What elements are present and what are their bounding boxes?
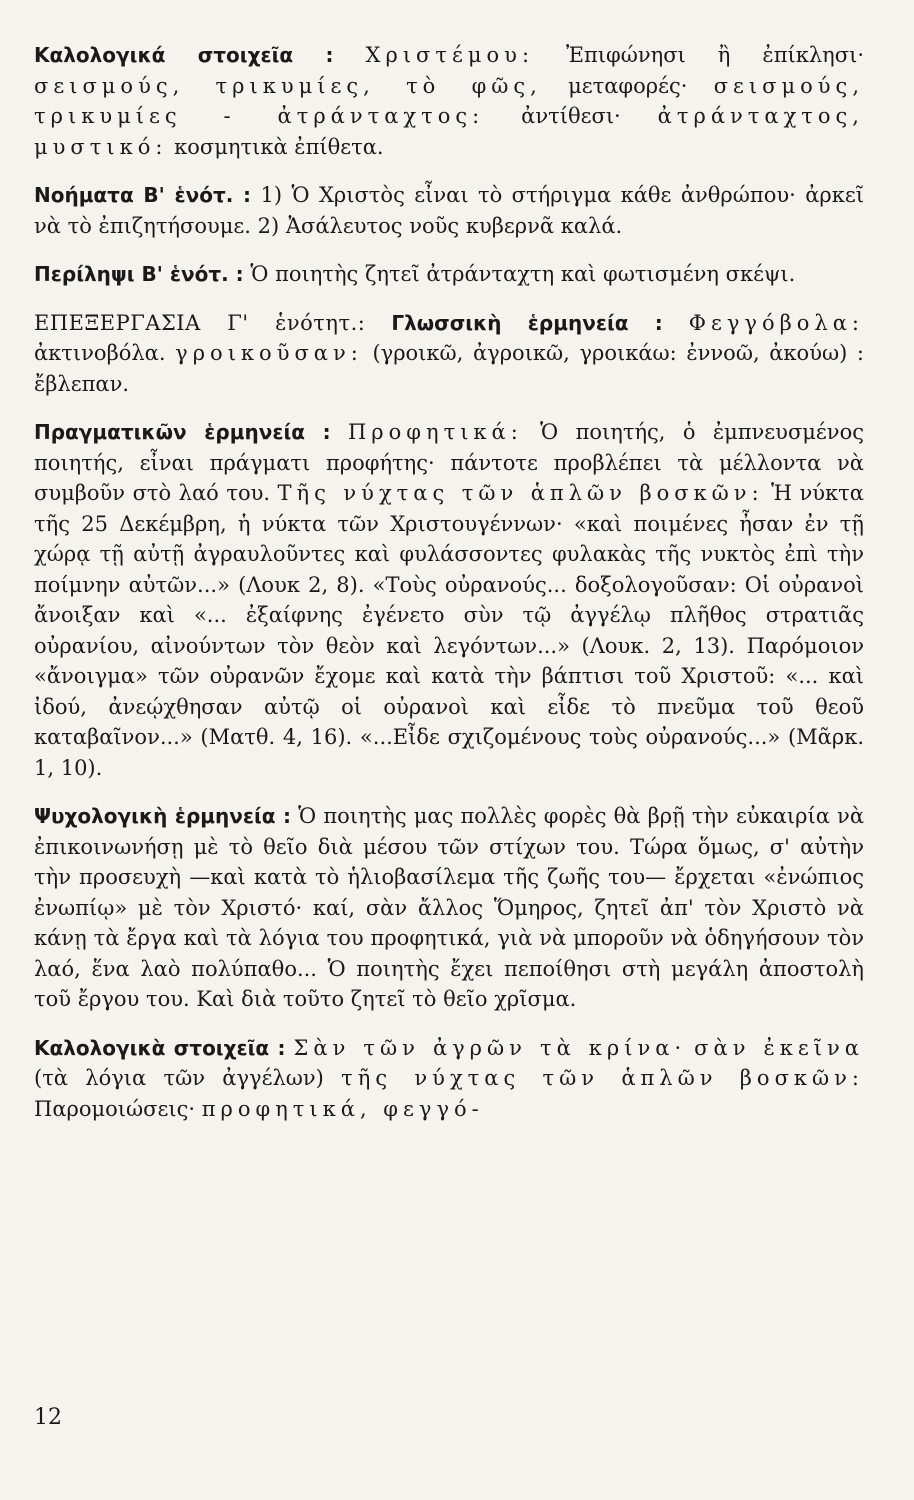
section-heading: Καλολογικὰ στοιχεῖα : xyxy=(34,1035,286,1060)
paragraph-body: Ὁ ποιητὴς μας πολλὲς φορὲς θὰ βρῇ τὴν εὐκαιρία νὰ ἐπικοινωνήσῃ μὲ τὸ θεῖο διὰ μέσου τῶν στίχων του. Τώρα ὅμως, σ' αὐτὴν τὴν προσευχὴ —καὶ κατὰ τὸ ἡλιοβασίλεμα τῆς ζωῆς του— ἔρχεται «ἐνώπιος ἐνωπίῳ» μὲ τὸν Χριστό· καί, σὰν ἄλλος Ὅμηρος, ζητεῖ ἀπ' τὸν Χριστὸ νὰ κάνῃ τὰ ἔργα καὶ τὰ λόγια του προφητικά, γιὰ νὰ μποροῦν νὰ ὁδηγήσουν τὸν λαό, ἕνα λαὸ πολύπαθο... Ὁ ποιητὴς ἔχει πεποίθησι στὴ μεγάλη ἀποστολὴ τοῦ ἔργου του. Καὶ διὰ τοῦτο ζητεῖ τὸ θεῖο χρῖσμα. xyxy=(34,804,864,1011)
paragraph-body: 1) Ὁ Χριστὸς εἶναι τὸ στήριγμα κάθε ἀνθρώπου· ἀρκεῖ νὰ τὸ ἐπιζητήσουμε. 2) Ἀσάλευτος νοῦς κυβερνᾶ καλά. xyxy=(34,183,864,238)
section-heading: Ψυχολογικὴ ἑρμηνεία : xyxy=(34,804,291,828)
paragraph-aesthetic-elements xyxy=(34,40,864,162)
paragraph-language xyxy=(34,308,864,400)
annotation: μεταφορές· xyxy=(568,73,688,98)
section-heading: Καλολογικά στοιχεῖα : xyxy=(34,43,334,67)
quoted-words: σεισμούς, τρικυμίες, τὸ φῶς, xyxy=(34,73,542,98)
section-heading: Περίληψι Β' ἑνότ. : xyxy=(34,262,244,286)
annotation: Ἐπιφώνησι ἢ ἐπίκλησι· xyxy=(566,43,864,67)
annotation: Ὁ ποιητής, ὁ ἐμπνευσμένος ποιητής, εἶναι πράγματι προφήτης· πάντοτε προβλέπει τὰ μέλλοντα νὰ συμβοῦν στὸ λαό του. xyxy=(34,420,864,505)
section-lead: ΕΠΕΞΕΡΓΑΣΙΑ Γ' ἑνότητ.: xyxy=(34,310,366,335)
quoted-words: Προφητικά: xyxy=(347,420,523,444)
annotation: κοσμητικὰ ἐπίθετα. xyxy=(174,134,384,159)
paragraph-aesthetic-elements-2 xyxy=(34,1033,864,1125)
quoted-words: Τῆς νύχτας τῶν ἁπλῶν βοσκῶν: xyxy=(277,481,764,505)
quoted-words: σεισμούς, τρικυμίες - ἀτράνταχτος: xyxy=(34,73,864,128)
paragraph-factual xyxy=(34,417,864,783)
section-heading: Νοήματα Β' ἑνότ. : xyxy=(34,183,252,207)
annotation: ἀντίθεσι· xyxy=(521,104,621,128)
page-text xyxy=(34,40,864,1142)
annotation: Ἡ νύκτα τῆς 25 Δεκέμβρη, ἡ νύκτα τῶν Χριστουγέννων· «καὶ ποιμένες ἦσαν ἐν τῇ χώρᾳ τῇ αὐτῇ ἀγραυλοῦντες καὶ φυλάσσοντες φυλακὰς τῆς νυκτὸς ἐπὶ τὴν ποίμνην αὐτῶν...» (Λουκ 2, 8). «Τοὺς οὐρανούς... δοξολογοῦσαν: Οἱ οὐρανοὶ ἄνοιξαν καὶ «... ἐξαίφνης ἐγένετο σὺν τῷ ἀγγέλῳ πλῆθος στρατιᾶς οὐρανίου, αἰνούντων τὸν θεὸν καὶ λεγόντων...» (Λουκ. 2, 13). Παρόμοιον «ἄνοιγμα» τῶν οὐρανῶν ἔχομε καὶ κατὰ τὴν βάπτισι τοῦ Χριστοῦ: «... καὶ ἰδού, ἀνεῴχθησαν αὐτῷ οἱ οὐρανοὶ καὶ εἶδε τὸ πνεῦμα τοῦ θεοῦ καταβαῖνον...» (Ματθ. 4, 16). «...Εἶδε σχιζομένους τοὺς οὐρανούς...» (Μᾶρκ. 1, 10). xyxy=(34,481,864,780)
section-heading: Πραγματικῶν ἑρμηνεία : xyxy=(34,420,331,444)
paragraph-body: Ὁ ποιητὴς ζητεῖ ἀτράνταχτη καὶ φωτισμένη σκέψι. xyxy=(250,262,796,286)
quoted-words: γροικοῦσαν: xyxy=(175,341,363,365)
quoted-words: σὰν ἐκεῖνα xyxy=(694,1035,864,1060)
section-heading: Γλωσσικὴ ἑρμηνεία : xyxy=(391,310,663,335)
quoted-words: τῆς νύχτας τῶν ἁπλῶν βοσκῶν: xyxy=(341,1066,864,1090)
quoted-words: Χριστέμου: xyxy=(365,43,535,67)
annotation: Παρομοιώσεις· xyxy=(34,1096,196,1121)
quoted-words: Φεγγόβολα: xyxy=(688,310,864,335)
quoted-words: προφητικά, φεγγό- xyxy=(201,1096,484,1121)
annotation: (γροικῶ, ἀγροικῶ, γροικάω: ἐννοῶ, ἀκούω) : ἔβλεπαν. xyxy=(34,341,864,396)
annotation: (τὰ λόγια τῶν ἀγγέλων) xyxy=(34,1066,324,1090)
quoted-words: Σὰν τῶν ἀγρῶν τὰ κρίνα· xyxy=(293,1035,687,1060)
annotation: ἀκτινοβόλα. xyxy=(34,341,166,365)
paragraph-psychological xyxy=(34,801,864,1015)
quoted-words: ἀτράνταχτος, μυστικό: xyxy=(34,104,864,159)
paragraph-meanings xyxy=(34,180,864,241)
paragraph-summary xyxy=(34,259,864,290)
page-number: 12 xyxy=(34,1405,62,1430)
